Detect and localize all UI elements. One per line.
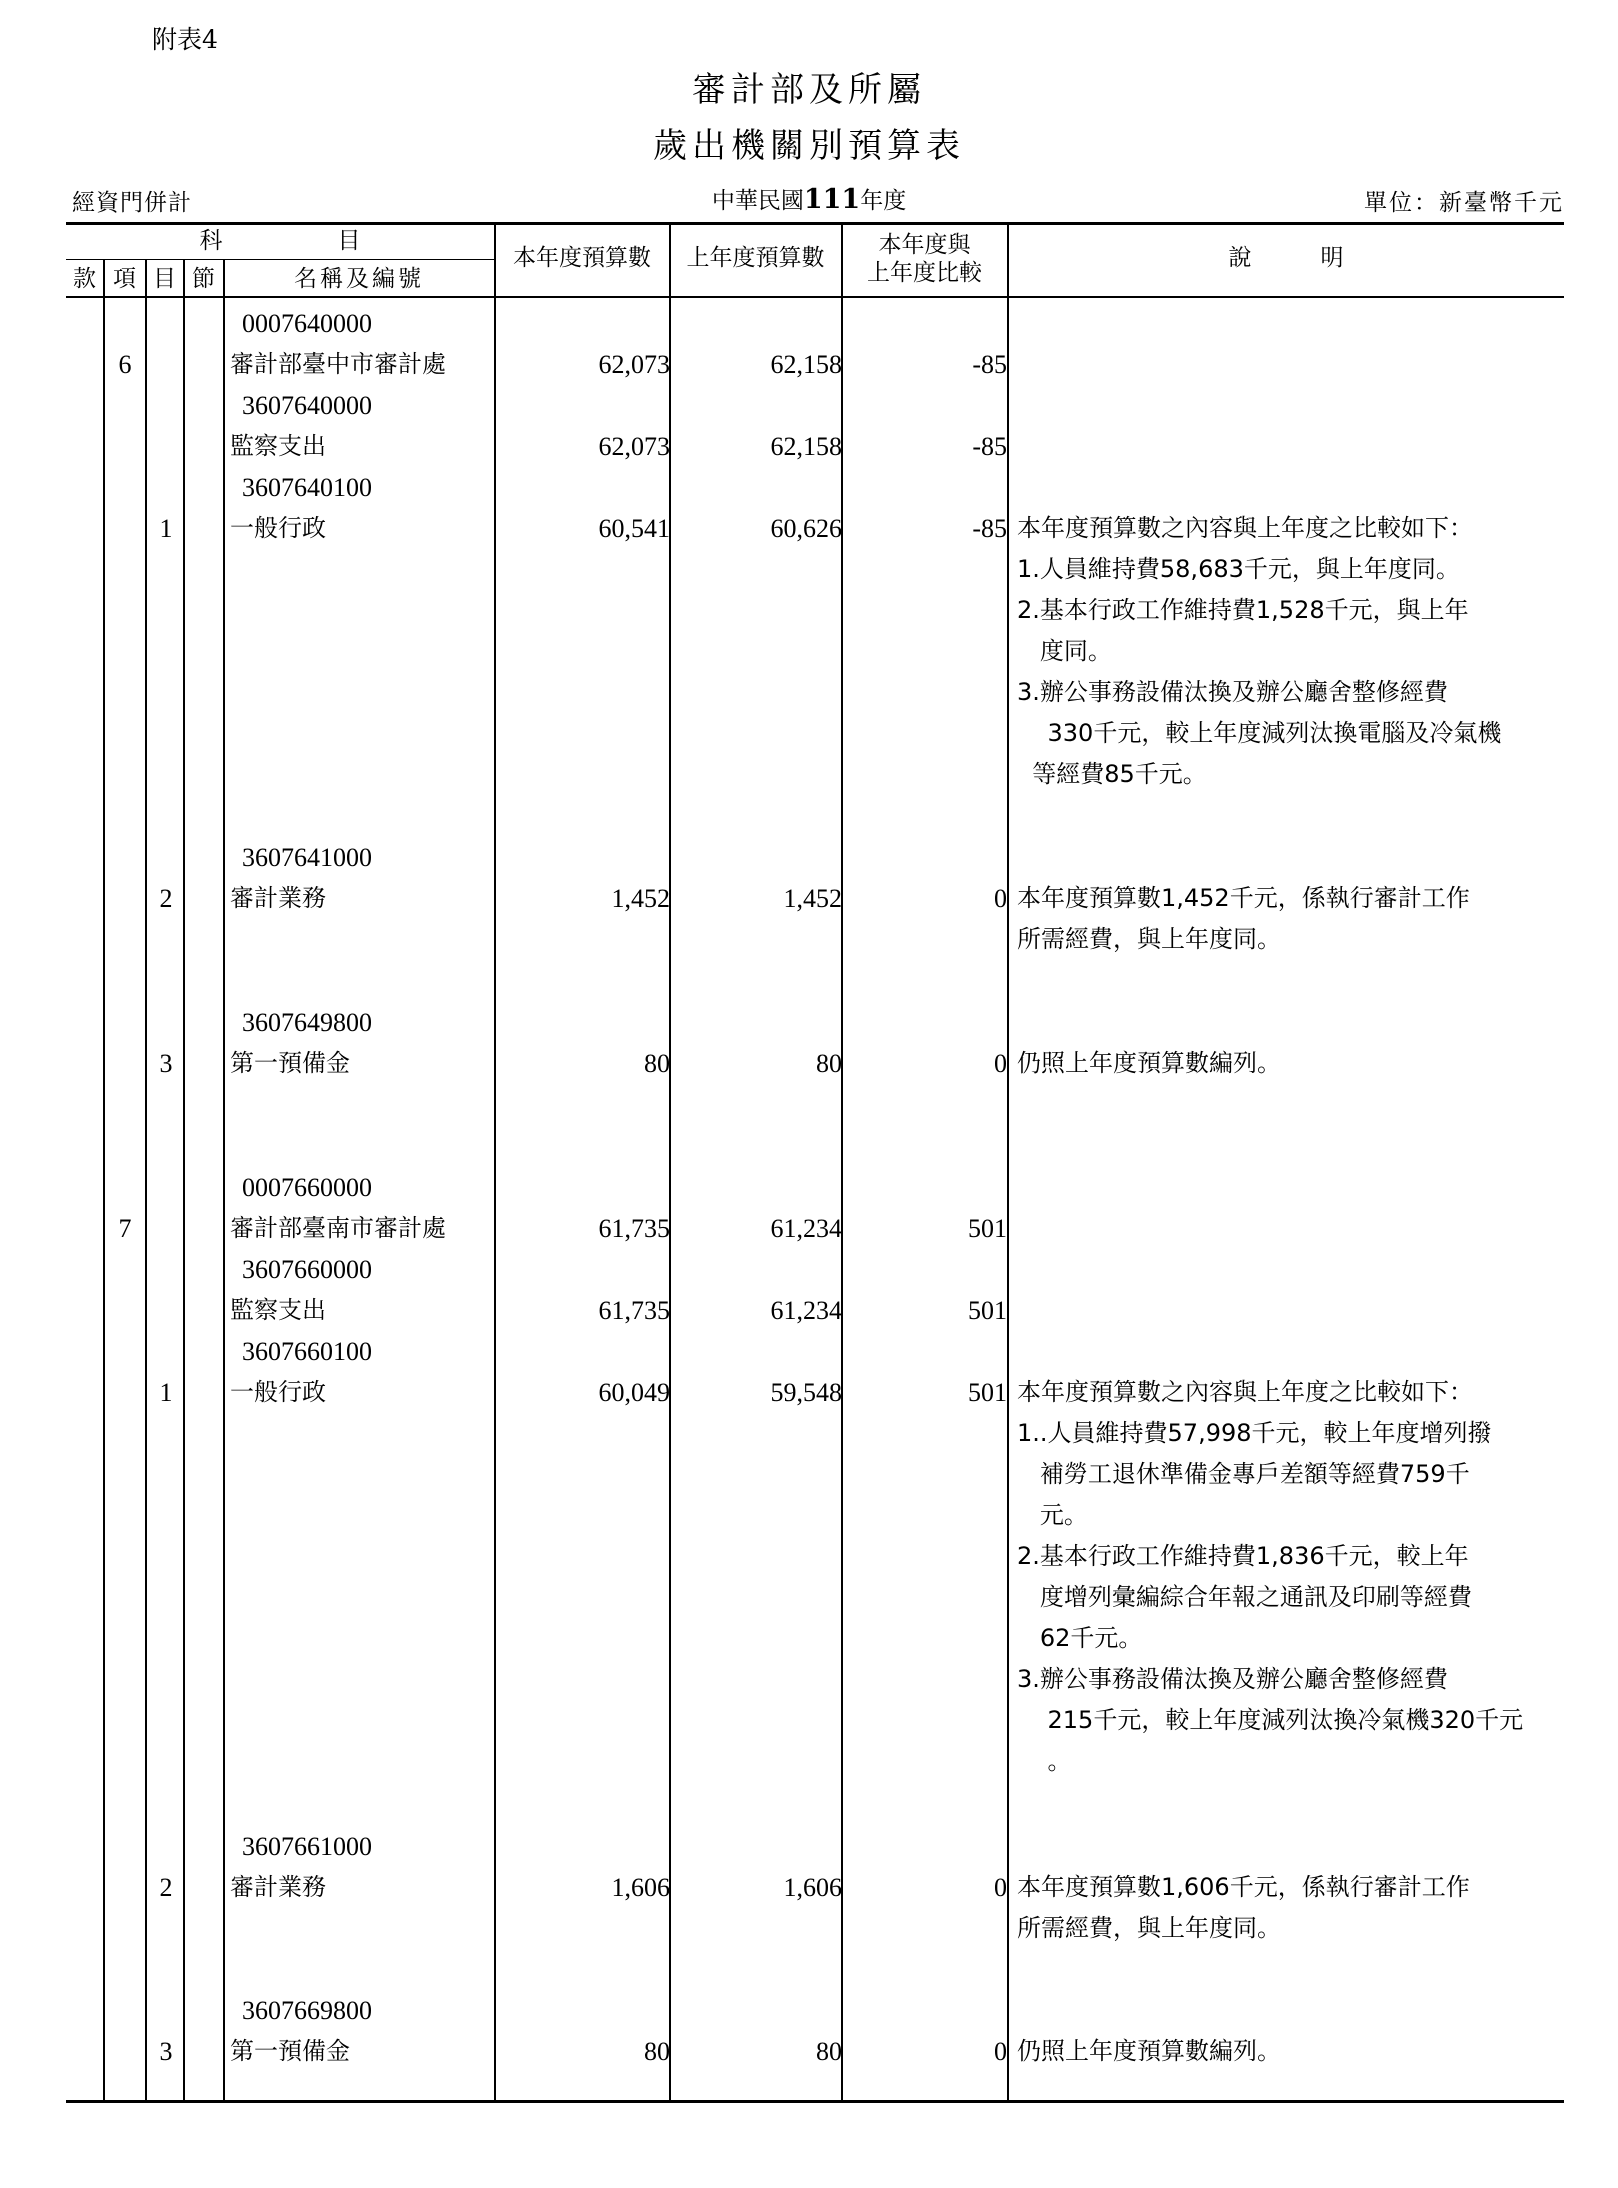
account-code: 0007640000: [242, 309, 372, 338]
mu-number: 3: [159, 2037, 173, 2066]
header-compare: [842, 232, 1007, 287]
current-budget: 60,049: [598, 1378, 670, 1407]
fiscal-year-prefix: 中華民國: [711, 188, 804, 214]
account-code: 0007660000: [242, 1173, 372, 1202]
account-code: 3607640100: [242, 473, 372, 502]
account-code: 3607649800: [242, 1008, 372, 1037]
header-compare-line1: 本年度與: [878, 232, 971, 258]
previous-budget: 61,234: [770, 1296, 842, 1325]
fiscal-year-number: 111: [803, 184, 861, 215]
table-bottom-border: [66, 2100, 1564, 2103]
previous-budget: 80: [816, 2037, 842, 2066]
budget-note: 仍照上年度預算數編列。: [1017, 2037, 1281, 2065]
budget-difference: 0: [994, 884, 1007, 913]
current-budget: 61,735: [598, 1214, 670, 1243]
account-name: 審計業務: [230, 1873, 326, 1901]
budget-difference: 0: [994, 2037, 1007, 2066]
budget-note: 本年度預算數之內容與上年度之比較如下： 1.人員維持費58,683千元，與上年度同。 2.基本行政工作維持費1,528千元，與上年 度同。 3.辦公事務設備汰換及辦公廳舍整修經費 330千元，較上年度減列汰換電腦及冷氣機 等經費85千元。: [1017, 514, 1502, 788]
xiang-number: 6: [118, 350, 132, 379]
header-notes: 說 明: [1228, 245, 1344, 271]
previous-budget: 1,606: [783, 1873, 842, 1902]
account-name: 監察支出: [230, 1296, 326, 1324]
account-name: 第一預備金: [230, 1049, 350, 1077]
budget-difference: 501: [968, 1214, 1007, 1243]
budget-difference: 501: [968, 1378, 1007, 1407]
header-mu: 目: [153, 266, 176, 292]
current-budget: 1,606: [611, 1873, 670, 1902]
account-code: 3607660100: [242, 1337, 372, 1366]
current-budget: 62,073: [598, 432, 670, 461]
current-budget: 61,735: [598, 1296, 670, 1325]
account-name: 審計部臺中市審計處: [230, 350, 446, 378]
col-line-previous: [841, 224, 843, 2102]
header-current: 本年度預算數: [513, 245, 651, 271]
account-code: 3607640000: [242, 391, 372, 420]
budget-difference: -85: [972, 514, 1007, 543]
header-jie: 節: [192, 266, 215, 292]
col-line-current: [669, 224, 671, 2102]
budget-difference: -85: [972, 432, 1007, 461]
fiscal-year-suffix: 年度: [860, 188, 907, 214]
current-budget: 80: [644, 2037, 670, 2066]
header-name-code: 名稱及編號: [294, 266, 424, 292]
account-code: 3607669800: [242, 1996, 372, 2025]
current-budget: 1,452: [611, 884, 670, 913]
page-subtitle: 歲出機關別預算表: [653, 126, 965, 166]
budget-note: 本年度預算數1,606千元，係執行審計工作 所需經費，與上年度同。: [1017, 1873, 1470, 1942]
account-code: 3607641000: [242, 843, 372, 872]
header-compare-line2: 上年度比較: [867, 259, 982, 286]
account-name: 監察支出: [230, 432, 326, 460]
mu-number: 1: [159, 1378, 173, 1407]
header-bottom-border: [66, 296, 1564, 298]
header-kuan: 款: [73, 266, 96, 292]
account-name: 第一預備金: [230, 2037, 350, 2065]
account-name: 審計業務: [230, 884, 326, 912]
col-line-name: [494, 224, 496, 2102]
budget-difference: 501: [968, 1296, 1007, 1325]
mu-number: 1: [159, 514, 173, 543]
xiang-number: 7: [118, 1214, 132, 1243]
col-line-compare: [1007, 224, 1009, 2102]
budget-difference: 0: [994, 1873, 1007, 1902]
previous-budget: 62,158: [770, 350, 842, 379]
mu-number: 2: [159, 884, 173, 913]
previous-budget: 60,626: [770, 514, 842, 543]
budget-difference: 0: [994, 1049, 1007, 1078]
previous-budget: 59,548: [770, 1378, 842, 1407]
account-code: 3607660000: [242, 1255, 372, 1284]
account-name: 一般行政: [230, 1378, 326, 1406]
col-line-xiang: [145, 260, 147, 2102]
col-line-jie: [223, 260, 225, 2102]
header-previous: 上年度預算數: [686, 245, 825, 271]
current-budget: 60,541: [598, 514, 670, 543]
mu-number: 2: [159, 1873, 173, 1902]
col-line-mu: [183, 260, 185, 2102]
current-budget: 62,073: [598, 350, 670, 379]
attachment-label: 附表4: [152, 25, 218, 54]
page-title: 審計部及所屬: [692, 70, 926, 110]
subject-divider: [66, 259, 494, 260]
budget-difference: -85: [972, 350, 1007, 379]
header-subject: 科 目: [199, 228, 361, 254]
budget-note: 本年度預算數1,452千元，係執行審計工作 所需經費，與上年度同。: [1017, 884, 1470, 953]
unit-label: 單位：新臺幣千元: [1364, 190, 1564, 216]
budget-note: 仍照上年度預算數編列。: [1017, 1049, 1281, 1077]
previous-budget: 1,452: [783, 884, 842, 913]
previous-budget: 61,234: [770, 1214, 842, 1243]
table-top-border: [66, 222, 1564, 225]
account-name: 一般行政: [230, 514, 326, 542]
budget-note: 本年度預算數之內容與上年度之比較如下： 1..人員維持費57,998千元，較上年度增列撥 補勞工退休準備金專戶差額等經費759千 元。 2.基本行政工作維持費1,836千元，較上年 度增列彙編綜合年報之通訊及印刷等經費 62千元。 3.辦公事務設備汰換及辦公廳舍整修經費 215千元，較上年度減列汰換冷氣機320千元 。: [1017, 1378, 1524, 1775]
header-xiang: 項: [113, 266, 136, 292]
current-budget: 80: [644, 1049, 670, 1078]
account-code: 3607661000: [242, 1832, 372, 1861]
account-name: 審計部臺南市審計處: [230, 1214, 446, 1242]
capital-current-label: 經資門併計: [72, 190, 192, 216]
previous-budget: 80: [816, 1049, 842, 1078]
previous-budget: 62,158: [770, 432, 842, 461]
col-line-kuan: [103, 260, 105, 2102]
mu-number: 3: [159, 1049, 173, 1078]
